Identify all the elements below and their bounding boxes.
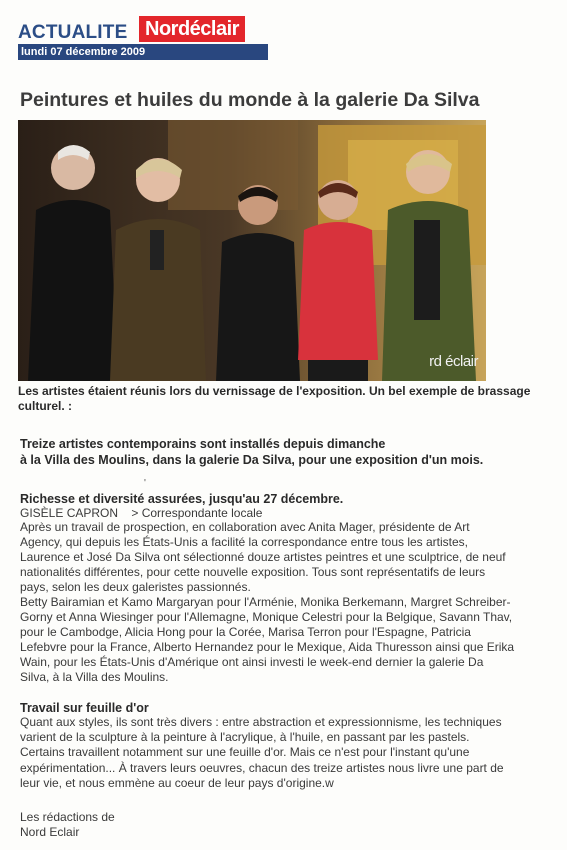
signature-line: Les rédactions de xyxy=(20,810,115,824)
paragraph-prospection xyxy=(20,520,550,685)
author-role: > Correspondante locale xyxy=(131,506,263,520)
text-line: Quant aux styles, ils sont très divers : entre abstraction et expressionnisme, les techniques xyxy=(20,715,502,729)
photo-caption: Les artistes étaient réunis lors du vernissage de l'exposition. Un bel exemple de brassage culturel. : xyxy=(18,384,531,413)
section-label: ACTUALITE xyxy=(18,22,128,43)
signature-line: Nord Eclair xyxy=(20,825,80,839)
text-line: Silva, à la Villa des Moulins. xyxy=(20,670,169,684)
lede-line: à la Villa des Moulins, dans la galerie Da Silva, pour une exposition d'un mois. xyxy=(20,453,484,467)
author-name: GISÈLE CAPRON xyxy=(20,506,119,520)
paragraph-styles xyxy=(20,715,550,791)
text-line: Agency, qui depuis les États-Unis a facilité la correspondance entre tous les artistes, xyxy=(20,535,469,549)
date-banner: lundi 07 décembre 2009 xyxy=(18,44,268,60)
newspaper-logo: Nordéclair xyxy=(139,16,245,42)
text-line: Après un travail de prospection, en collaboration avec Anita Mager, présidente de Art xyxy=(20,520,470,534)
subheading-richesse: Richesse et diversité assurées, jusqu'au 27 décembre. xyxy=(20,492,344,506)
scan-mark: ' xyxy=(144,478,146,489)
text-line: Certains travaillent notamment sur une feuille d'or. Mais ce n'est pour l'instant qu'une xyxy=(20,745,470,760)
text-line: nationalités différentes, pour cette nouvelle exposition. Tous sont représentatifs de leurs xyxy=(20,565,486,579)
text-line: pour le Cambodge, Alicia Hong pour la Corée, Marisa Terron pour l'Espagne, Patricia xyxy=(20,625,471,639)
text-line: Betty Bairamian et Kamo Margaryan pour l'Arménie, Monika Berkemann, Margret Schreiber- xyxy=(20,595,511,609)
lede-line: Treize artistes contemporains sont installés depuis dimanche xyxy=(20,437,386,451)
text-line: Lefebvre pour la France, Alberto Hernandez pour le Mexique, Aida Thuresson ainsi que Erika xyxy=(20,640,515,654)
text-line: pays, selon les deux galeristes passionnés. xyxy=(20,580,251,594)
text-line: Laurence et José Da Silva ont sélectionné douze artistes peintres et une sculptrice, de neuf xyxy=(20,550,506,564)
group-photo-illustration xyxy=(18,120,486,381)
article-headline: Peintures et huiles du monde à la galerie Da Silva xyxy=(20,89,480,111)
article-lede xyxy=(20,436,540,468)
text-line: leur vie, et nous emmène au coeur de leur pays d'origine.w xyxy=(20,775,334,790)
text-line: expérimentation... À travers leurs oeuvres, chacun des treize artistes nous livre une part de xyxy=(20,760,504,775)
byline xyxy=(20,506,262,520)
text-line: Wain, pour les États-Unis d'Amérique ont ainsi investi le week-end dernier la galerie Da xyxy=(20,655,484,669)
text-line: varient de la sculpture à la peinture à l'acrylique, à l'huile, en passant par les pastels. xyxy=(20,730,470,745)
masthead xyxy=(18,8,278,64)
subheading-feuille-or: Travail sur feuille d'or xyxy=(20,701,149,715)
photo-watermark: rd éclair xyxy=(429,353,478,370)
signature xyxy=(20,810,115,840)
article-photo xyxy=(18,120,486,381)
text-line: Gorny et Anna Wiesinger pour l'Allemagne, Monique Celestri pour la Belgique, Savann Thav, xyxy=(20,610,513,624)
